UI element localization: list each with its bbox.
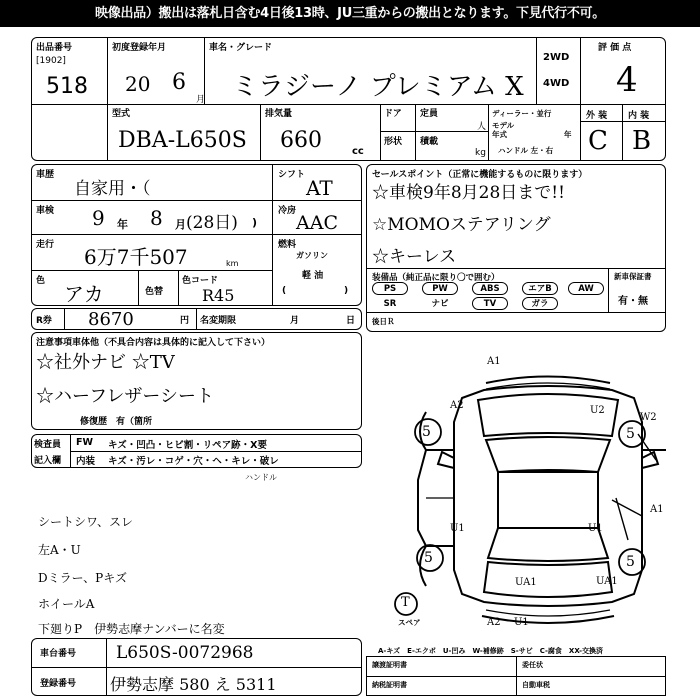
checker-label-1: 検査員 (34, 440, 62, 450)
new-car-warranty-label: 新車保証書 (614, 272, 652, 281)
damage-ua1-mid: UA1 (596, 576, 618, 587)
mileage-unit: km (226, 259, 239, 268)
load-unit: kg (475, 148, 486, 158)
vehicle-damage-diagram (366, 340, 666, 640)
dealer-label: ディーラー・並行 (492, 109, 552, 118)
load-label: 積載 (420, 137, 439, 147)
model-value: DBA-L650S (118, 128, 247, 153)
fuel-paren-close: ) (344, 286, 349, 296)
plate-label: 登録番号 (40, 679, 77, 689)
doc-transfer: 譲渡証明書 (372, 661, 407, 669)
damage-a1-front: A1 (487, 356, 501, 367)
spare-mark: T (401, 595, 410, 610)
spare-label: スペア (398, 618, 421, 627)
equipment-label: 装備品（純正品に限り〇で囲む） (372, 273, 500, 283)
fw-label: FW (76, 437, 93, 448)
car-name-value: ミラジーノ プレミアム X (232, 72, 524, 102)
remark-4: ホイールA (38, 597, 95, 611)
checker-label-2: 記入欄 (34, 456, 62, 466)
grade-ext-label: 外 装 (586, 111, 608, 121)
notes-label: 注意事項車体他（不具合内容は具体的に記入して下さい） (36, 338, 271, 348)
selling-point-2: ☆MOMOステアリング (372, 215, 551, 235)
damage-u2: U2 (590, 405, 605, 416)
notes-line-2: ☆ハーフレザーシート (36, 386, 215, 407)
displacement-unit: cc (352, 146, 364, 157)
tax-value: 8670 (88, 309, 134, 330)
inspection-year: 9 (92, 206, 105, 230)
equip-ps: PS (372, 282, 408, 295)
inspection-close: ) (252, 216, 258, 229)
remark-2: 左A・U (38, 543, 81, 557)
equip-abs: ABS (472, 282, 508, 295)
later-box (366, 316, 666, 332)
damage-ua1-rear: UA1 (515, 577, 537, 588)
first-reg-year: 20 (125, 72, 151, 96)
grade-int-label: 内 装 (628, 111, 650, 121)
drive-4wd: 4WD (543, 78, 570, 89)
selling-point-1: ☆車検9年8月28日まで!! (372, 183, 565, 203)
color-code: R45 (202, 286, 235, 305)
equip-glass: ガラ (522, 297, 558, 310)
selling-point-3: ☆キーレス (372, 247, 457, 267)
dealer-model-label: モデル (492, 121, 515, 130)
color-change-label: 色替 (145, 287, 164, 297)
tire-rear-right: 5 (626, 554, 635, 570)
new-car-warranty-value: 有・無 (618, 296, 648, 307)
fuel-paren-open: ( (282, 286, 287, 296)
displacement-value: 660 (280, 128, 322, 153)
fw-items: キズ・凹凸・ヒビ割・リペア跡・X要 (108, 440, 267, 451)
mileage-label: 走行 (36, 240, 55, 250)
damage-a2-rear: A2 (487, 617, 501, 628)
plate-value: 伊勢志摩 580 え 5311 (110, 675, 277, 694)
grade-ext: C (588, 126, 608, 156)
equip-airbag: エアB (522, 282, 558, 295)
damage-w2: W2 (640, 412, 657, 423)
model-label: 型式 (112, 109, 131, 119)
tax-label: R券 (36, 316, 52, 326)
dealer-year-unit: 年 (564, 130, 572, 139)
tire-rear-left: 5 (424, 550, 433, 566)
usage-label: 車歴 (36, 170, 55, 180)
expiry-month-unit: 月 (290, 316, 300, 326)
inspection-month: 8 (150, 206, 163, 230)
inspection-month-unit: 月 (175, 218, 186, 231)
damage-legend: A-キズ E-エクボ U-凹み W-補修跡 S-サビ C-腐食 XX-交換済 (378, 647, 604, 655)
repair-history: 修復歴 有（箇所 (80, 417, 153, 427)
grade-score: 4 (616, 60, 638, 100)
fuel-label: 燃料 (278, 240, 297, 250)
notes-line-1: ☆社外ナビ ☆TV (36, 352, 175, 373)
ac-value: AAC (296, 212, 338, 234)
lot-label: 出品番号 (36, 43, 73, 53)
equip-tv: TV (472, 297, 508, 310)
color-label: 色 (36, 276, 46, 286)
tire-front-right: 5 (626, 426, 635, 442)
tire-front-left: 5 (422, 424, 431, 440)
fuel-diesel: 軽 油 (302, 271, 324, 281)
capacity-label: 定員 (420, 109, 439, 119)
lot-code: [1902] (36, 56, 66, 66)
damage-u1-rear: U1 (514, 617, 529, 628)
lot-number: 518 (46, 74, 88, 99)
damage-a2-left: A2 (450, 400, 464, 411)
doc-auto-tax: 自動車税 (522, 681, 550, 689)
damage-u1-left: U1 (450, 523, 465, 534)
inner-label: 内装 (76, 456, 96, 467)
later-label: 後日Ｒ (372, 317, 395, 326)
inner-items: キズ・汚レ・コゲ・穴・ヘ・キレ・破レ (108, 456, 279, 467)
first-reg-label: 初度登録年月 (112, 43, 167, 53)
dealer-year-label: 年式 (492, 130, 507, 139)
fuel-gas: ガソリン (296, 251, 328, 260)
equip-aw: AW (568, 282, 604, 295)
doc-proxy: 委任状 (522, 661, 543, 669)
shift-value: AT (306, 176, 333, 200)
remark-1: シートシワ、スレ (38, 515, 134, 529)
first-reg-month: 6 (172, 70, 186, 95)
chassis-label: 車台番号 (40, 649, 77, 659)
color-code-label: 色コード (182, 276, 219, 286)
expiry-day-unit: 日 (346, 316, 356, 326)
handle-label: ハンドル 左・右 (498, 146, 554, 155)
remark-5: 下廻りP 伊勢志摩ナンバーに名変 (38, 622, 225, 636)
equip-sr: SR (383, 299, 397, 309)
checker-annotation: ハンドル (245, 473, 277, 482)
grade-label: 評 価 点 (598, 43, 632, 53)
chassis-value: L650S-0072968 (116, 643, 254, 663)
equip-navi: ナビ (431, 299, 449, 309)
mileage-value: 6万7千507 (84, 245, 188, 269)
inspection-label: 車検 (36, 206, 55, 216)
displacement-label: 排気量 (265, 109, 293, 119)
grade-int: B (632, 126, 652, 156)
color-value: アカ (64, 282, 104, 306)
selling-points-label: セールスポイント（正常に機能するものに限ります） (372, 170, 588, 180)
notice-banner: 映像出品）搬出は落札日含む4日後13時、JU三重からの搬出となります。下見代行不可。 (0, 0, 700, 27)
inspection-day: (28日) (186, 213, 238, 233)
expiry-label: 名変期限 (200, 316, 237, 326)
first-reg-month-unit: 月 (196, 95, 206, 105)
inspection-year-unit: 年 (117, 218, 128, 231)
car-name-label: 車名・グレード (209, 43, 273, 53)
shape-label: 形状 (384, 137, 403, 147)
drive-2wd: 2WD (543, 52, 570, 63)
shift-label: シフト (278, 170, 306, 180)
door-label: ドア (384, 109, 402, 119)
equip-pw: PW (422, 282, 458, 295)
damage-a1-right: A1 (650, 504, 664, 515)
usage-value: 自家用・（ (74, 179, 151, 199)
remark-3: Dミラー、Pキズ (38, 571, 127, 585)
doc-tax-cert: 納税証明書 (372, 681, 407, 689)
damage-u1-right: U1 (588, 523, 603, 534)
capacity-unit: 人 (477, 122, 487, 132)
ac-label: 冷房 (278, 206, 297, 216)
tax-unit: 円 (180, 316, 190, 326)
